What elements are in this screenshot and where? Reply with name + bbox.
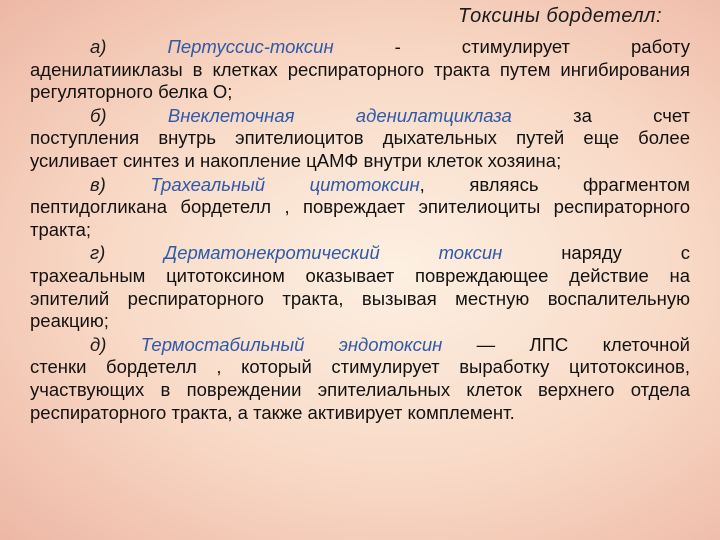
toxin-item-first-line bbox=[30, 105, 690, 128]
toxin-item-first-line bbox=[30, 242, 690, 265]
toxin-name: Пертуссис-токсин bbox=[167, 36, 334, 57]
slide bbox=[30, 0, 690, 425]
item-label: д) bbox=[90, 333, 107, 355]
item-text: аденилатииклазы в клетках респираторного тракта путем ингибирования регуляторного белка О; bbox=[30, 58, 690, 103]
item-text: пептидогликана бордетелл , повреждает эпителиоциты респираторного тракта; bbox=[30, 196, 690, 240]
item-label: а) bbox=[90, 36, 107, 57]
item-text-start: наряду с bbox=[502, 242, 690, 264]
item-text: поступления внутрь эпителиоцитов дыхательных путей еще более усиливает синтез и накопление цАМФ внутри клеток хозяина; bbox=[30, 127, 690, 171]
toxin-item-e bbox=[30, 334, 690, 424]
item-label: в) bbox=[90, 173, 106, 195]
toxin-item-b bbox=[30, 105, 690, 173]
item-text-start: - стимулирует работу bbox=[333, 36, 691, 57]
item-label: г) bbox=[90, 242, 106, 264]
item-text-start: — ЛПС клеточной bbox=[442, 333, 690, 355]
toxin-name: Трахеальный цитотоксин bbox=[150, 173, 420, 195]
toxin-item-c bbox=[30, 174, 690, 242]
toxin-item-first-line bbox=[30, 36, 690, 59]
toxin-name: Внеклеточная аденилатциклаза bbox=[167, 104, 512, 126]
slide-title: Токсины бордетелл: bbox=[458, 5, 662, 27]
item-text: трахеальным цитотоксином оказывает повреждающее действие на эпителий респираторного тракта, вызывая местную воспалительную реакцию; bbox=[30, 264, 690, 332]
item-text: стенки бордетелл , который стимулирует выработку цитотоксинов, участвующих в повреждении эпителиальных клеток верхнего отдела респираторного тракта, а также активирует комплемент. bbox=[30, 356, 690, 423]
toxin-item-d bbox=[30, 242, 690, 332]
toxin-name: Дерматонекротический токсин bbox=[164, 242, 503, 264]
toxin-item-first-line bbox=[30, 334, 690, 357]
toxin-item-first-line bbox=[30, 174, 690, 197]
item-text-start: , являясь фрагментом bbox=[419, 173, 691, 195]
toxin-item-a bbox=[30, 36, 690, 104]
item-label: б) bbox=[90, 104, 107, 126]
toxin-name: Термостабильный эндотоксин bbox=[140, 333, 443, 355]
item-text-start: за счет bbox=[511, 104, 690, 126]
